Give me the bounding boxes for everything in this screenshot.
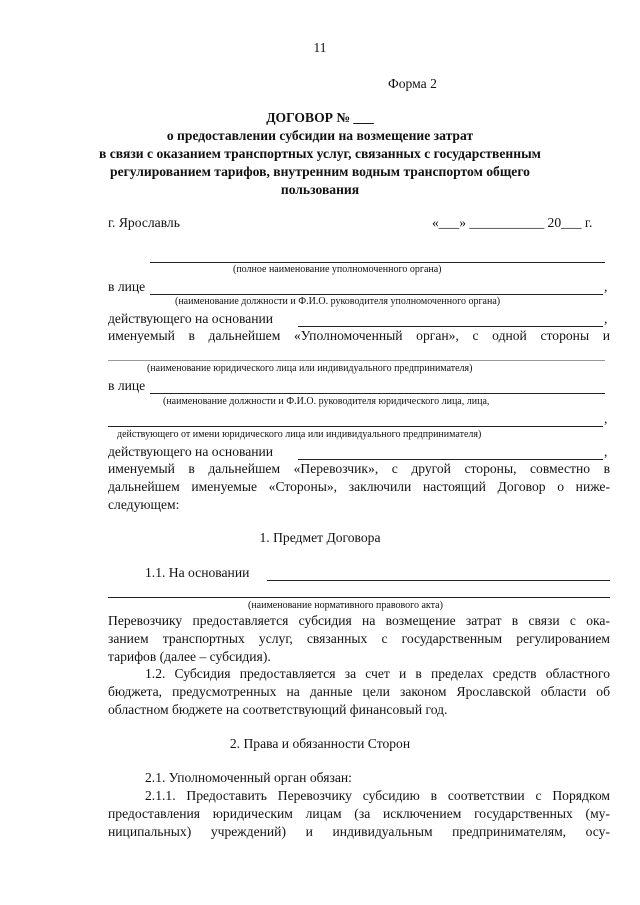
paragraph-line: тарифов (далее – субсидия).	[108, 649, 271, 664]
form-label: Форма 2	[388, 76, 437, 91]
caption: действующего от имени юридического лица или индивидуального предпринимателя)	[117, 429, 482, 440]
named-authority-line: именуемый в дальнейшем «Уполномоченный орган», с одной стороны и	[108, 328, 610, 343]
paragraph-line: занием транспортных услуг, связанных с государственным регулированием	[108, 631, 610, 646]
paragraph-line: предоставления юридическим лицам (за исключением государственных (му-	[108, 806, 610, 821]
blank-line	[108, 360, 605, 361]
blank-line	[267, 580, 610, 581]
paragraph-line: бюджета, предусмотренных на данные цели законом Ярославской области об	[108, 684, 610, 699]
paragraph-1-1-start: 1.1. На основании	[145, 565, 250, 580]
comma: ,	[604, 279, 608, 294]
comma: ,	[604, 444, 608, 459]
paragraph-line: Перевозчику предоставляется субсидия на возмещение затрат в связи с ока-	[108, 613, 610, 628]
title-line: в связи с оказанием транспортных услуг, связанных с государственным	[99, 146, 541, 161]
named-carrier-line: именуемый в дальнейшем «Перевозчик», с другой стороны, совместно в	[108, 461, 610, 476]
contract-date: «___» ___________ 20___ г.	[432, 215, 593, 230]
paragraph-line: 1.2. Субсидия предоставляется за счет и в пределах средств областного	[145, 666, 610, 681]
label-acting-basis: действующего на основании	[108, 444, 274, 459]
section-heading: 2. Права и обязанности Сторон	[229, 736, 411, 751]
blank-line	[150, 393, 605, 394]
title-line: пользования	[280, 182, 360, 197]
blank-line	[298, 459, 603, 460]
comma: ,	[604, 411, 608, 426]
title-line: ДОГОВОР № ___	[266, 110, 374, 125]
caption: (наименование юридического лица или индивидуального предпринимателя)	[147, 363, 473, 374]
blank-line	[108, 426, 603, 427]
comma: ,	[604, 311, 608, 326]
blank-line	[298, 326, 603, 327]
parties-line: следующем:	[108, 497, 180, 512]
paragraph-line: областном бюджете на соответствующий финансовый год.	[108, 702, 448, 717]
city: г. Ярославль	[108, 215, 180, 230]
title-line: о предоставлении субсидии на возмещение затрат	[166, 128, 474, 143]
page-number: 11	[313, 40, 327, 55]
blank-line	[150, 262, 605, 263]
caption: (наименование должности и Ф.И.О. руководителя юридического лица, лица,	[163, 396, 490, 407]
paragraph-line: 2.1.1. Предоставить Перевозчику субсидию в соответствии с Порядком	[145, 788, 610, 803]
paragraph-line: ниципальных) учреждений) и индивидуальным предпринимателям, осу-	[108, 824, 610, 839]
title-line: регулированием тарифов, внутренним водным транспортом общего	[110, 164, 530, 179]
paragraph-2-1: 2.1. Уполномоченный орган обязан:	[145, 770, 352, 785]
label-acting-basis: действующего на основании	[108, 311, 274, 326]
blank-line	[150, 294, 603, 295]
label-in-person: в лице	[108, 279, 146, 294]
blank-line	[108, 597, 610, 598]
caption: (наименование нормативного правового акта)	[248, 600, 443, 611]
label-in-person: в лице	[108, 378, 146, 393]
parties-line: дальнейшем именуемые «Стороны», заключили настоящий Договор о ниже-	[108, 479, 610, 494]
caption: (полное наименование уполномоченного органа)	[233, 264, 442, 275]
section-heading: 1. Предмет Договора	[259, 530, 381, 545]
caption: (наименование должности и Ф.И.О. руководителя уполномоченного органа)	[175, 296, 501, 307]
